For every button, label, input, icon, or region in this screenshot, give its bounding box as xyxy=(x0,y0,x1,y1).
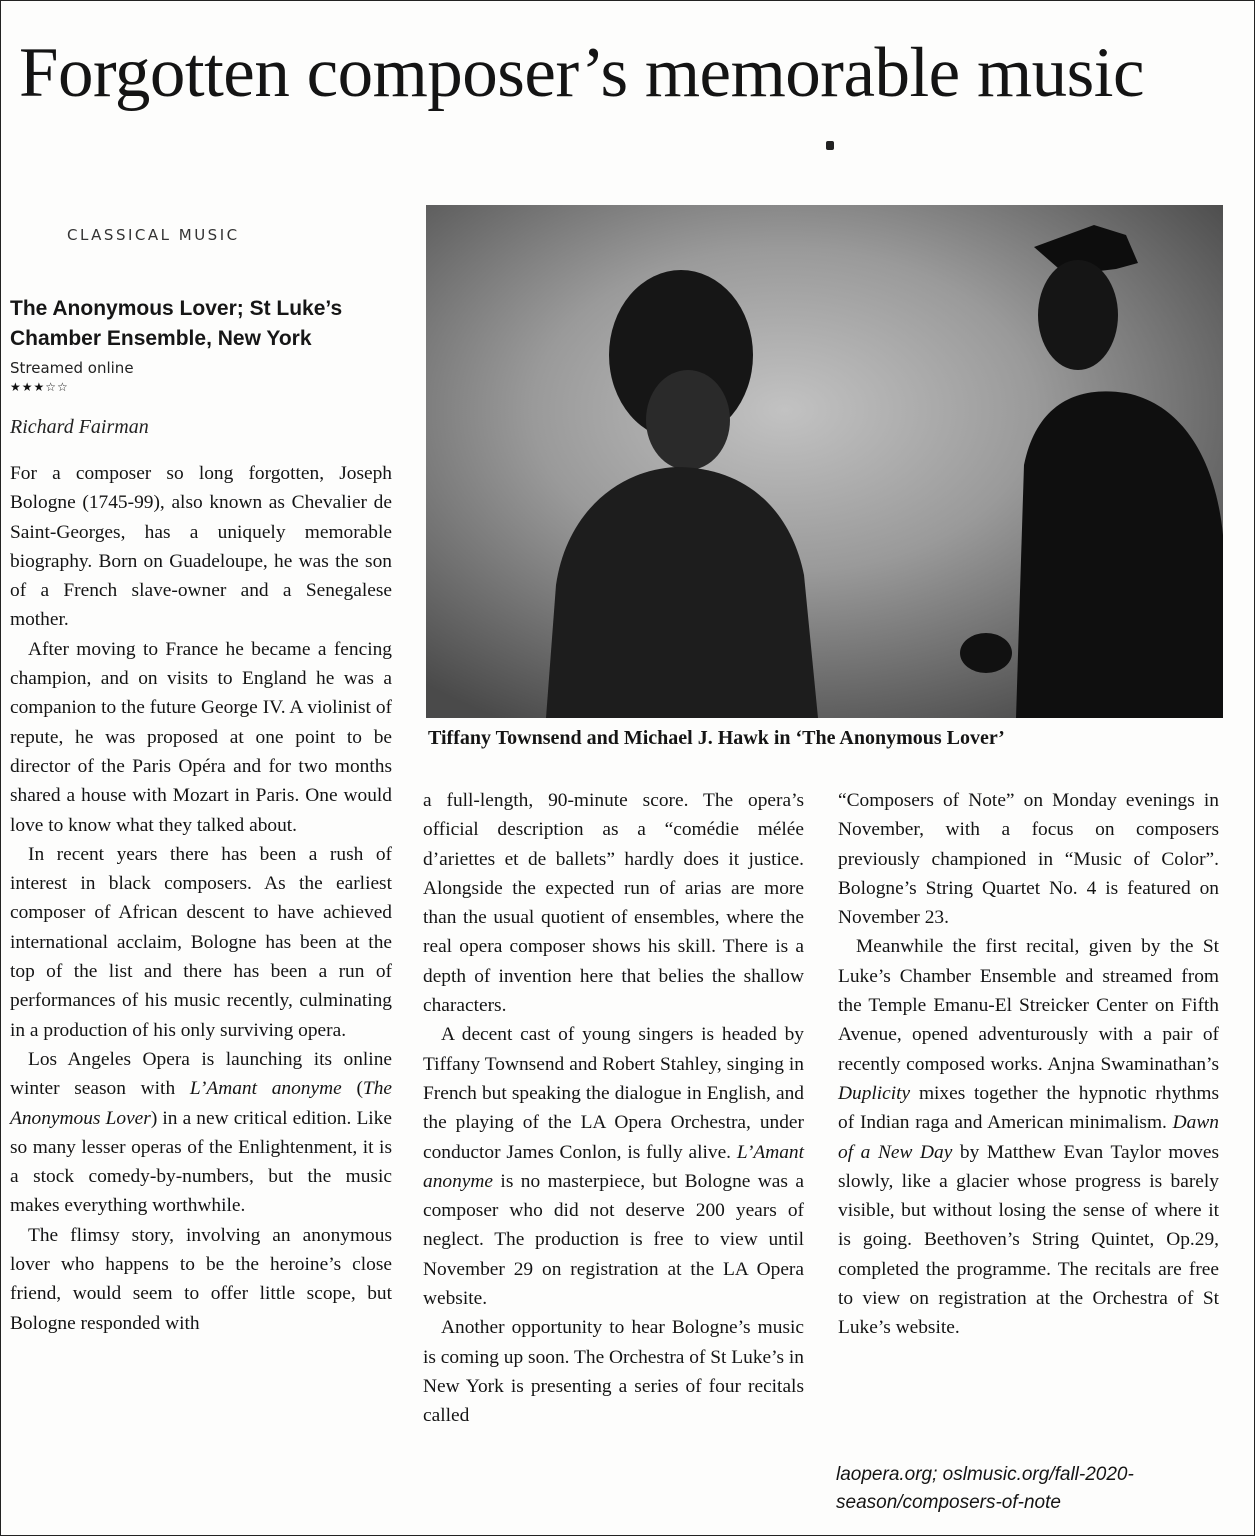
section-label: CLASSICAL MUSIC xyxy=(67,226,240,244)
text-run: ) in a new critical edition. Like so many lesser operas of the Enlightenment, it is a stock comedy-by-numbers, but the music makes everything worthwhile. xyxy=(10,1107,392,1217)
website-links: laopera.org; oslmusic.org/fall-2020-season/composers-of-note xyxy=(836,1464,1134,1513)
headline: Forgotten composer’s memorable music xyxy=(19,34,1145,112)
photo-illustration xyxy=(426,205,1223,718)
column-2 xyxy=(423,786,804,1431)
column-1 xyxy=(10,226,392,1338)
text-run: Los Angeles Opera is launching its online winter season with xyxy=(10,1048,392,1100)
paragraph xyxy=(838,932,1219,1342)
text-run: ( xyxy=(341,1078,363,1100)
opera-title-english: The Anonymous Lover xyxy=(10,1078,393,1129)
opera-title: L’Amant anonyme xyxy=(189,1078,342,1100)
star-rating: ★★★☆☆ xyxy=(10,380,69,394)
paragraph: Another opportunity to hear Bologne’s music is coming up soon. The Orchestra of St Luke’s in New York is presenting a series of four recitals called xyxy=(423,1317,804,1427)
column-1-text xyxy=(10,459,392,1338)
paragraph xyxy=(10,1045,392,1221)
paragraph xyxy=(423,1020,804,1313)
work-title: Duplicity xyxy=(838,1082,911,1104)
photo-caption: Tiffany Townsend and Michael J. Hawk in ‘The Anonymous Lover’ xyxy=(428,727,1005,749)
work-title: Dawn of a New Day xyxy=(838,1112,1219,1163)
text-run: A decent cast of young singers is headed by Tiffany Townsend and Robert Stahley, singing in French but speaking the dialogue in English, and the playing of the LA Opera Orchestra, under conductor James Conlon, is fully alive. xyxy=(423,1024,804,1163)
paragraph: a full-length, 90-minute score. The opera’s official description as a “comédie mélée d’ariettes et de ballets” hardly does it justice. Alongside the expected run of arias are more than the usual quotient of ensembles, where the real opera composer shows his skill. There is a depth of invention here that belies the shallow characters. xyxy=(423,790,804,1017)
print-speck xyxy=(826,141,834,150)
review-venue: Streamed online xyxy=(10,359,134,377)
text-run: is no masterpiece, but Bologne was a composer who did not deserve 200 years of neglect. The production is free to view until November 29 on registration at the LA Opera website. xyxy=(423,1170,804,1310)
paragraph: After moving to France he became a fencing champion, and on visits to England he was a companion to the future George IV. A violinist of repute, he was proposed at one point to be director of the Paris Opéra and for two months shared a house with Mozart in Paris. One would love to know what they talked about. xyxy=(10,638,392,836)
text-run: Meanwhile the first recital, given by the St Luke’s Chamber Ensemble and streamed from the Temple Emanu-El Streicker Center on Fifth Avenue, opened adventurously with a pair of recently composed works. Anjna Swaminathan’s xyxy=(838,936,1219,1075)
review-title: The Anonymous Lover; St Luke’s Chamber Ensemble, New York xyxy=(10,297,343,350)
column-3 xyxy=(838,786,1219,1343)
paragraph: In recent years there has been a rush of interest in black composers. As the earliest composer of African descent to have achieved international acclaim, Bologne has been at the top of the list and there has been a run of performances of his music recently, culminating in a production of his only surviving opera. xyxy=(10,843,392,1041)
paragraph: “Composers of Note” on Monday evenings in November, with a focus on composers previously championed in “Music of Color”. Bologne’s String Quartet No. 4 is featured on November 23. xyxy=(838,790,1219,929)
column-2-text xyxy=(423,786,804,1431)
paragraph: The flimsy story, involving an anonymous lover who happens to be the heroine’s close friend, would seem to offer little scope, but Bologne responded with xyxy=(10,1224,392,1334)
article-photo xyxy=(426,205,1223,718)
opera-title: L’Amant anonyme xyxy=(423,1141,804,1192)
byline: Richard Fairman xyxy=(10,416,149,438)
paragraph: For a composer so long forgotten, Joseph Bologne (1745-99), also known as Chevalier de Saint-Georges, has a uniquely memorable biography. Born on Guadeloupe, he was the son of a French slave-owner and a Senegalese mother. xyxy=(10,463,392,631)
column-3-text xyxy=(838,786,1219,1343)
text-run: mixes together the hypnotic rhythms of Indian raga and American minimalism. xyxy=(838,1082,1219,1134)
text-run: by Matthew Evan Taylor moves slowly, like a glacier whose progress is barely visible, but without losing the sense of where it is going. Beethoven’s String Quintet, Op.29, completed the programme. The recitals are free to view on registration at the Orchestra of St Luke’s website. xyxy=(838,1141,1219,1339)
